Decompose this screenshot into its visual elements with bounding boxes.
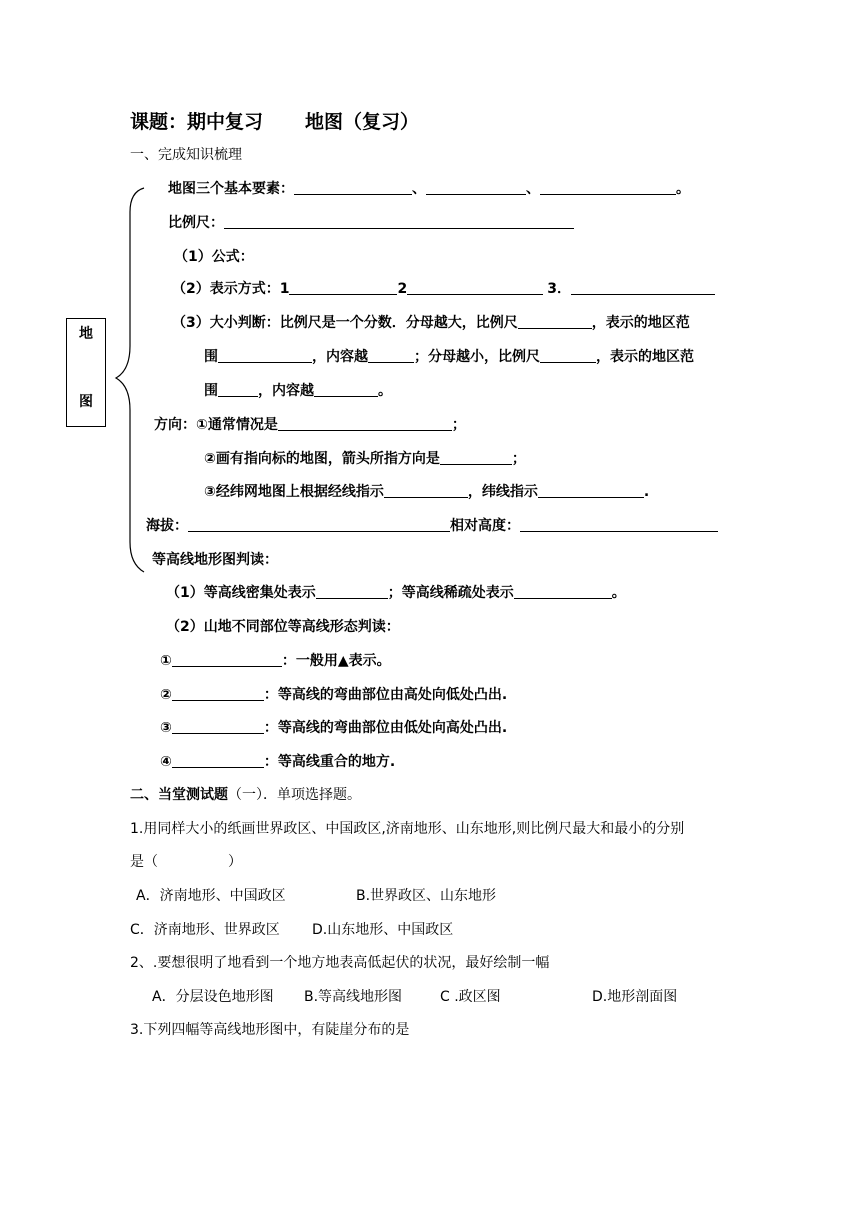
item-number: ③ (160, 720, 172, 736)
blank-altitude[interactable] (188, 517, 450, 532)
blank-judge-3[interactable] (368, 348, 414, 363)
blank-dir-1[interactable] (278, 416, 452, 431)
blank-contour-2[interactable] (514, 584, 612, 599)
q2-option-c: C .政区图 (440, 989, 501, 1005)
blank-judge-5[interactable] (218, 382, 258, 397)
blank-element-2[interactable] (426, 180, 526, 195)
end-mark: 。 (676, 181, 690, 197)
dir1-end: ； (451, 417, 466, 433)
q1-option-c: C．济南地形、世界政区 (130, 922, 280, 938)
item-number: ① (160, 653, 172, 669)
blank-judge-2[interactable] (218, 348, 312, 363)
question-1-line-1: 1.用同样大小的纸画世界政区、中国政区,济南地形、山东地形,则比例尺最大和最小的分别 (130, 821, 685, 837)
judge-line-3 (204, 382, 392, 400)
item-number: ② (160, 687, 172, 703)
direction-line-2 (204, 450, 526, 468)
title-topic: 地图（复习） (305, 111, 420, 133)
blank-dir-3[interactable] (384, 483, 468, 498)
contour-label: 等高线地形图判读： (152, 552, 278, 568)
question-2: 2、.要想很明了地看到一个地方地表高低起伏的状况，最好绘制一幅 (130, 955, 550, 971)
question-3: 3.下列四幅等高线地形图中，有陡崖分布的是 (130, 1022, 410, 1038)
item-text: ：一般用▲表示。 (281, 653, 391, 669)
dir3-end: . (643, 484, 650, 500)
contour-item-2 (160, 686, 507, 704)
forms-label: （2）表示方式：1 (172, 281, 290, 297)
section2-heading-bold: 二、当堂测试题 (130, 787, 228, 803)
side-label-bottom: 图 (79, 394, 93, 410)
judge-text-2-end: ，表示的地区范 (596, 349, 694, 365)
page-title (130, 110, 419, 134)
dir3-text: ③经纬网地图上根据经线指示 (204, 484, 384, 500)
blank-judge-1[interactable] (518, 314, 592, 329)
judge-text-3-end: 。 (378, 383, 392, 399)
blank-form-2[interactable] (407, 280, 543, 295)
contour-item-1 (160, 652, 391, 670)
altitude-line (146, 517, 718, 535)
section2-heading-rest: （一）．单项选择题。 (228, 787, 361, 803)
forms-3-label: 3． (547, 281, 571, 297)
judge-text-1: （3）大小判断：比例尺是一个分数．分母越大，比例尺 (172, 315, 518, 331)
judge-text-2-mid2: ；分母越小，比例尺 (414, 349, 540, 365)
blank-contour-item-3[interactable] (172, 719, 264, 734)
forms-2-label: 2 (397, 281, 408, 297)
judge-text-1-end: ，表示的地区范 (591, 315, 690, 331)
blank-contour-item-2[interactable] (172, 686, 264, 701)
q1-option-a: A．济南地形、中国政区 (136, 888, 286, 904)
blank-form-3[interactable] (571, 280, 715, 295)
blank-judge-4[interactable] (540, 348, 596, 363)
formula-line: （1）公式： (174, 249, 254, 265)
judge-line-2 (204, 348, 694, 366)
side-label-top: 地 (79, 326, 93, 342)
scale-line (168, 214, 574, 232)
q2-option-d: D.地形剖面图 (592, 989, 678, 1005)
blank-dir-4[interactable] (538, 483, 644, 498)
dir1-text: 方向：①通常情况是 (154, 417, 278, 433)
judge-text-3-mid: ，内容越 (258, 383, 314, 399)
judge-text-3-start: 围 (204, 383, 218, 399)
q1-option-d: D.山东地形、中国政区 (312, 922, 454, 938)
blank-relative-height[interactable] (520, 517, 718, 532)
judge-text-2-start: 围 (204, 349, 218, 365)
direction-line-1 (154, 416, 466, 434)
q2-option-b: B.等高线地形图 (304, 989, 403, 1005)
blank-scale[interactable] (224, 214, 574, 229)
blank-judge-6[interactable] (314, 382, 378, 397)
altitude-label: 海拔： (146, 518, 188, 534)
contour-item-4 (160, 753, 395, 771)
dir2-end: ； (511, 451, 526, 467)
judge-text-2-mid: ，内容越 (312, 349, 368, 365)
elements-label: 地图三个基本要素： (168, 181, 294, 197)
separator: 、 (412, 181, 426, 197)
blank-dir-2[interactable] (440, 450, 512, 465)
direction-line-3 (204, 483, 649, 501)
scale-label: 比例尺： (168, 215, 224, 231)
elements-line (168, 180, 690, 198)
contour-line-2: （2）山地不同部位等高线形态判读： (166, 619, 400, 635)
question-1-line-2: 是（ ） (130, 854, 242, 870)
dir3-mid: ，纬线指示 (467, 484, 538, 500)
title-main: 课题：期中复习 (130, 111, 264, 133)
blank-element-3[interactable] (540, 180, 676, 195)
contour-item-3 (160, 719, 507, 737)
separator: 、 (526, 181, 540, 197)
dir2-text: ②画有指向标的地图，箭头所指方向是 (204, 451, 440, 467)
contour-line-1 (166, 584, 626, 602)
map-side-label (66, 318, 106, 427)
blank-element-1[interactable] (294, 180, 412, 195)
blank-contour-item-1[interactable] (172, 652, 282, 667)
blank-contour-1[interactable] (316, 584, 388, 599)
judge-line-1 (172, 314, 690, 332)
section1-heading: 一、完成知识梳理 (130, 147, 242, 163)
section2-heading (130, 786, 361, 804)
item-text: ：等高线重合的地方. (263, 754, 396, 770)
item-text: ：等高线的弯曲部位由高处向低处凸出. (263, 687, 508, 703)
blank-form-1[interactable] (289, 280, 397, 295)
item-number: ④ (160, 754, 172, 770)
blank-contour-item-4[interactable] (172, 753, 264, 768)
contour1-end: 。 (611, 585, 626, 601)
q2-option-a: A．分层设色地形图 (152, 989, 274, 1005)
relative-height-label: 相对高度： (450, 518, 520, 534)
contour1-mid: ；等高线稀疏处表示 (387, 585, 514, 601)
forms-line (172, 280, 715, 298)
q1-option-b: B.世界政区、山东地形 (356, 888, 497, 904)
contour1-text: （1）等高线密集处表示 (166, 585, 316, 601)
item-text: ：等高线的弯曲部位由低处向高处凸出. (263, 720, 508, 736)
